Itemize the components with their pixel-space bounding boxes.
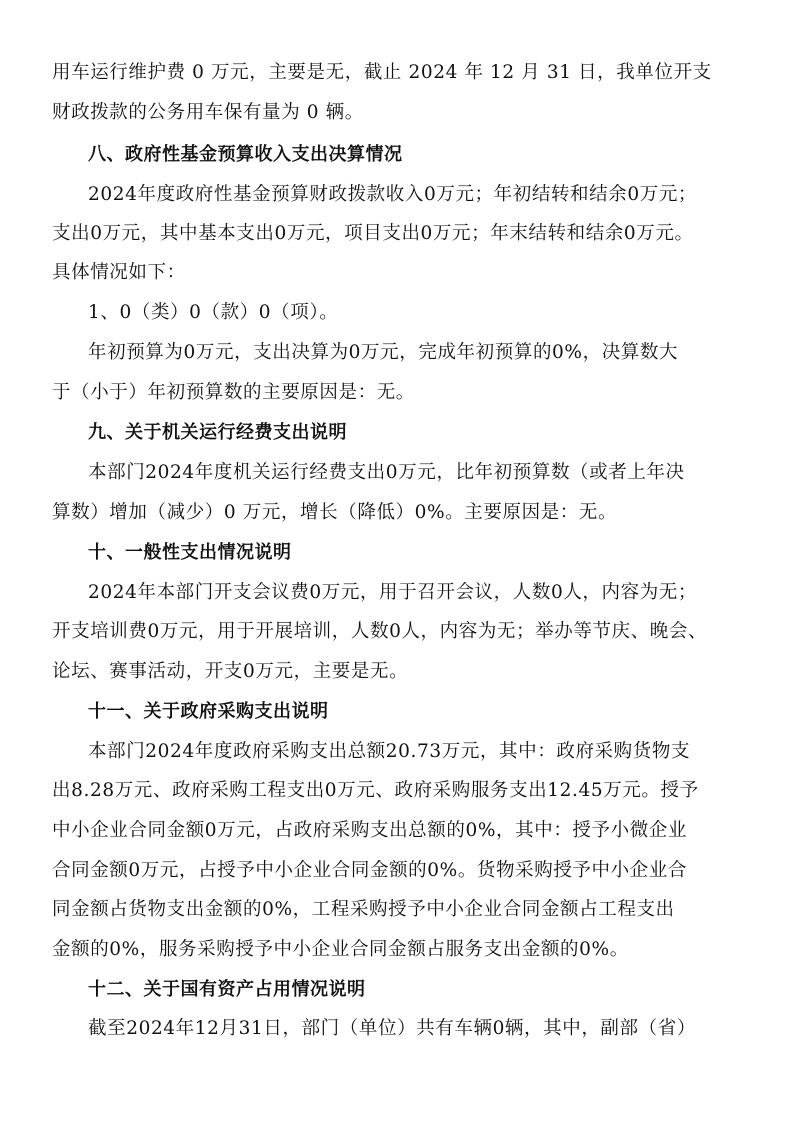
paragraph-line: 2024年度政府性基金预算财政拨款收入0万元；年初结转和结余0万元； bbox=[88, 184, 698, 205]
section-heading-12: 十二、关于国有资产占用情况说明 bbox=[88, 979, 366, 1000]
paragraph-line: 开支培训费0万元，用于开展培训，人数0人，内容为无；举办等节庆、晚会、 bbox=[52, 621, 708, 642]
paragraph-line: 2024年本部门开支会议费0万元，用于召开会议，人数0人，内容为无； bbox=[88, 582, 698, 603]
paragraph-line: 截至2024年12月31日，部门（单位）共有车辆0辆，其中，副部（省） bbox=[88, 1018, 696, 1039]
section-heading-8: 八、政府性基金预算收入支出决算情况 bbox=[88, 144, 403, 165]
paragraph-line: 年初预算为0万元，支出决算为0万元，完成年初预算的0%，决算数大 bbox=[88, 342, 679, 363]
section-heading-10: 十、一般性支出情况说明 bbox=[88, 542, 292, 563]
paragraph-line: 财政拨款的公务用车保有量为 0 辆。 bbox=[52, 102, 364, 123]
section-heading-9: 九、关于机关运行经费支出说明 bbox=[88, 422, 347, 443]
paragraph-line: 本部门2024年度政府采购支出总额20.73万元，其中：政府采购货物支 bbox=[88, 741, 691, 762]
paragraph-line: 于（小于）年初预算数的主要原因是：无。 bbox=[52, 382, 415, 403]
paragraph-line: 用车运行维护费 0 万元，主要是无，截止 2024 年 12 月 31 日，我单位开支 bbox=[52, 62, 712, 83]
paragraph-line: 本部门2024年度机关运行经费支出0万元，比年初预算数（或者上年决 bbox=[88, 462, 685, 483]
paragraph-line: 1、0（类）0（款）0（项）。 bbox=[88, 302, 339, 323]
paragraph-line: 算数）增加（减少）0 万元，增长（降低）0%。主要原因是：无。 bbox=[52, 502, 618, 523]
paragraph-line: 论坛、赛事活动，开支0万元，主要是无。 bbox=[52, 661, 409, 682]
paragraph-line: 同金额占货物支出金额的0%，工程采购授予中小企业合同金额占工程支出 bbox=[52, 899, 675, 920]
paragraph-line: 中小企业合同金额0万元，占政府采购支出总额的0%，其中：授予小微企业 bbox=[52, 820, 688, 841]
section-heading-11: 十一、关于政府采购支出说明 bbox=[88, 701, 329, 722]
paragraph-line: 支出0万元，其中基本支出0万元，项目支出0万元；年末结转和结余0万元。 bbox=[52, 223, 694, 244]
paragraph-line: 具体情况如下： bbox=[52, 262, 186, 283]
paragraph-line: 金额的0%，服务采购授予中小企业合同金额占服务支出金额的0%。 bbox=[52, 939, 629, 960]
paragraph-line: 合同金额0万元，占授予中小企业合同金额的0%。货物采购授予中小企业合 bbox=[52, 860, 688, 881]
paragraph-line: 出8.28万元、政府采购工程支出0万元、政府采购服务支出12.45万元。授予 bbox=[52, 780, 699, 801]
